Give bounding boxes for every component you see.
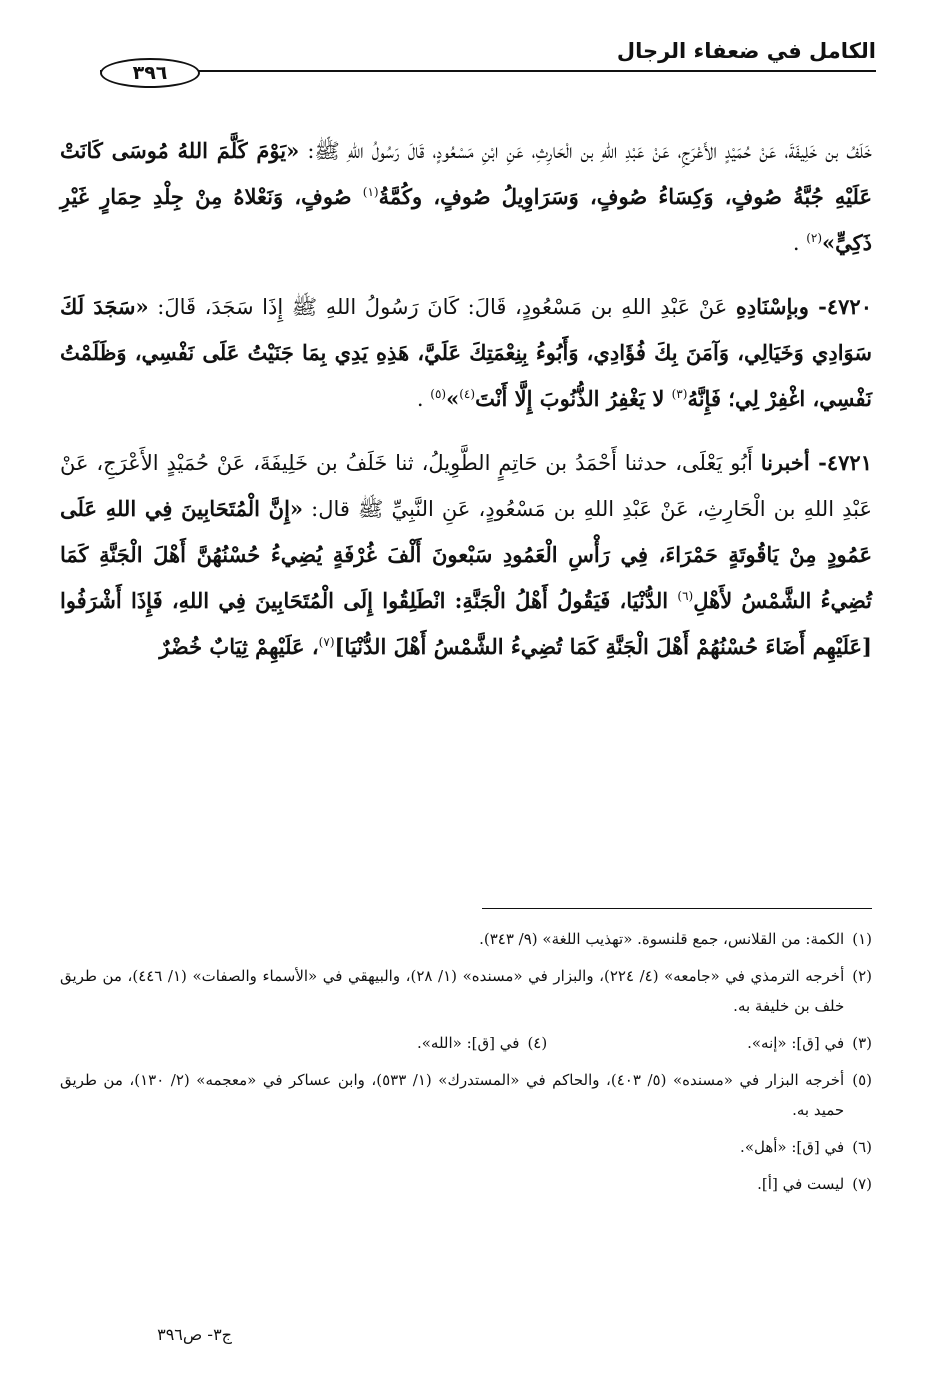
footnote-ref-5: (٥): [430, 387, 447, 401]
hadith-quote: الدُّنْيَا، فَيَقُولُ أَهْلُ الْجَنَّةِ: انْطَلِقُوا إِلَى الْمُتَحَابِينَ فِي اللهِ، فَإِذَا أَشْرَفُوا [عَلَيْهِم أَضَاءَ حُسْنُهُمْ أَهْلَ الْجَنَّةِ كَمَا تُضِيءُ الشَّمْسُ أَهْلَ الدُّنْيَا]: [60, 588, 872, 659]
text-run: عَنْ عَبْدِ اللهِ بن مَسْعُودٍ، قَالَ: كَانَ رَسُولُ اللهِ ﷺ إِذَا سَجَدَ، قَالَ:: [148, 295, 736, 319]
footnote-row: [60, 1028, 872, 1058]
text-run: أَبُو يَعْلَى، حدثنا أَحْمَدُ بن حَاتِمٍ الطَّوِيلُ، ثنا خَلَفُ بن خَلِيفَةَ، عَنْ حُمَيْدٍ الأَعْرَجِ، عَنْ عَبْدِ اللهِ بن الْحَارِثِ، عَنْ عَبْدِ اللهِ بن مَسْعُودٍ، عَنِ النَّبِيِّ ﷺ قال:: [60, 451, 872, 521]
volume-page-reference: ج٣- ص٣٩٦: [157, 1325, 232, 1344]
text-run: .: [416, 387, 431, 411]
footnote-number: (٧): [852, 1175, 872, 1193]
footnote-text: في [ق]: «الله».: [416, 1034, 520, 1052]
footnote-7: [60, 1169, 872, 1199]
footnote-number: (٤): [527, 1034, 548, 1052]
footnote-number: (١): [852, 930, 872, 948]
footnote-ref-1: (١): [362, 185, 379, 199]
footnote-text: أخرجه الترمذي في «جامعه» (٤/ ٢٢٤)، والبزار في «مسنده» (١/ ٢٨)، والبيهقي في «الأسماء والصفات» (١/ ٤٤٦)، من طريق خلف بن خليفة به.: [60, 967, 845, 1015]
paragraph-4721: [60, 440, 872, 670]
footnotes: [60, 924, 872, 1206]
footnote-ref-4: (٤): [459, 387, 476, 401]
footnote-number: (٢): [852, 967, 872, 985]
hadith-quote: «يَوْمَ كَلَّمَ اللهُ مُوسَى كَانَتْ عَلَيْهِ جُبَّةُ صُوفٍ، وَكِسَاءُ صُوفٍ، وَسَرَاوِيلُ صُوفٍ، وكُمَّةُ: [60, 138, 872, 209]
footnote-5: [60, 1065, 872, 1125]
footnote-ref-6: (٦): [677, 589, 694, 603]
hadith-quote: ، عَلَيْهِمْ ثِيَابٌ خُضْرٌ: [159, 634, 319, 659]
hadith-quote: «إِنَّ الْمُتَحَابِينَ فِي اللهِ عَلَى عَمُودٍ مِنْ يَاقُوتَةٍ حَمْرَاءَ، فِي رَأْسِ الْعَمُودِ سَبْعونَ أَلْفَ غُرْفَةٍ يُضِيءُ حُسْنُهُنَّ أَهْلَ الْجَنَّةِ كَمَا تُضِيءُ الشَّمْسُ لأَهْلِ: [60, 496, 873, 613]
hadith-quote: »: [446, 386, 460, 411]
footnote-number: (٦): [852, 1138, 872, 1156]
footnote-text: أخرجه البزار في «مسنده» (٥/ ٤٠٣)، والحاكم في «المستدرك» (١/ ٥٣٣)، وابن عساكر في «معجمه» (٢/ ١٣٠)، من طريق حميد به.: [60, 1071, 845, 1119]
hadith-lead: وبإسْنَادِهِ: [735, 294, 809, 319]
footnote-number: (٣): [852, 1034, 872, 1052]
footnote-ref-2: (٢): [806, 231, 823, 245]
hadith-quote: «سَجَدَ لَكَ سَوَادِي وَخَيَالِي، وَآمَنَ بِكَ فُؤَادِي، وَأَبُوءُ بِنِعْمَتِكَ عَلَيَّ، هَذِهِ يَدِي بِمَا جَنَيْتُ عَلَى نَفْسِي، وَظَلَمْتُ نَفْسِي، اغْفِرْ لِي؛ فَإِنَّهُ: [60, 294, 872, 411]
footnote-3: [552, 1028, 872, 1058]
footnote-6: [60, 1132, 872, 1162]
footnote-ref-7: (٧): [318, 635, 335, 649]
paragraph-4720: [60, 284, 872, 422]
footnote-text: الكمة: من القلانس، جمع قلنسوة. «تهذيب اللغة» (٩/ ٣٤٣).: [479, 930, 845, 948]
main-text: [60, 128, 872, 670]
text-run: خَلَفُ بن خَلِيفَةَ، عَنْ حُمَيْدٍ الأَعْرَجِ، عَنْ عَبْدِ اللهِ بن الْحَارِثِ، عَنِ ابْنِ مَسْعُودٍ، قَالَ رَسُولُ اللهِ ﷺ:: [299, 139, 872, 163]
text-run: .: [792, 231, 807, 255]
header-rule: [100, 70, 876, 72]
footnote-text: في [ق]: «أهل».: [740, 1138, 845, 1156]
book-title: الكامل في ضعفاء الرجال: [616, 39, 876, 63]
page-number: ٣٩٦: [132, 62, 168, 84]
footnote-4: [227, 1028, 547, 1058]
footnote-2: [60, 961, 872, 1021]
hadith-number: ٤٧٢٠-: [808, 294, 872, 319]
footnote-ref-3: (٣): [671, 387, 688, 401]
footnote-text: في [ق]: «إنه».: [747, 1034, 845, 1052]
hadith-number: ٤٧٢١-: [809, 450, 872, 475]
hadith-lead: أخبرنا: [760, 450, 810, 475]
page-number-badge: [100, 58, 200, 88]
page-header: [100, 36, 876, 90]
footnote-1: [60, 924, 872, 954]
hadith-quote: لا يَغْفِرُ الذُّنُوبَ إِلَّا أَنْتَ: [475, 386, 672, 411]
hadith-quote: صُوفٍ، وَنَعْلاهُ مِنْ جِلْدِ حِمَارٍ غَيْرِ ذَكِيٍّ»: [60, 184, 872, 255]
footnote-divider: [482, 908, 872, 909]
paragraph-continuation: [60, 128, 872, 266]
footnote-number: (٥): [852, 1071, 872, 1089]
footnote-text: ليست في [أ].: [757, 1175, 845, 1193]
